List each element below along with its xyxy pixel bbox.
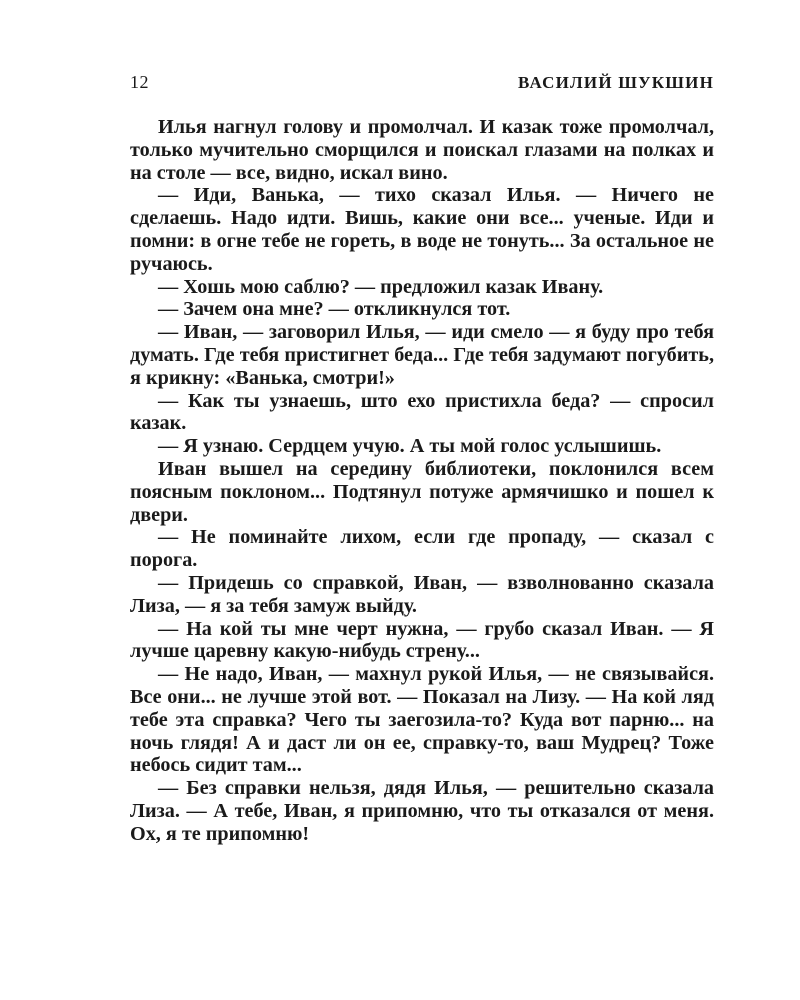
paragraph: Иван вышел на середину библиотеки, поклонился всем поясным поклоном... Подтянул потуже армячишко и пошел к двери. bbox=[130, 457, 714, 526]
paragraph: — Без справки нельзя, дядя Илья, — решительно сказала Лиза. — А тебе, Иван, я припомню, что ты отказался от меня. Ох, я те припомню! bbox=[130, 777, 714, 845]
page-header bbox=[130, 72, 714, 112]
paragraph: Илья нагнул голову и промолчал. И казак тоже промолчал, только мучительно сморщился и поискал глазами на полках и на столе — все, видно, искал вино. bbox=[130, 116, 714, 184]
paragraph: — На кой ты мне черт нужна, — грубо сказал Иван. — Я лучше царевну какую-нибудь стрену... bbox=[130, 617, 714, 663]
paragraph: — Не поминайте лихом, если где пропаду, — сказал с порога. bbox=[130, 526, 714, 572]
paragraph: — Иди, Ванька, — тихо сказал Илья. — Ничего не сделаешь. Надо идти. Вишь, какие они все... ученые. Иди и помни: в огне тебе не гореть, в воде не тонуть... За остальное не ручаюсь. bbox=[130, 184, 714, 275]
paragraph: — Зачем она мне? — откликнулся тот. bbox=[158, 298, 511, 321]
paragraph: — Я узнаю. Сердцем учую. А ты мой голос услышишь. bbox=[158, 435, 662, 458]
book-page bbox=[130, 72, 714, 846]
paragraph: — Хошь мою саблю? — предложил казак Ивану. bbox=[158, 275, 604, 298]
paragraph: — Не надо, Иван, — махнул рукой Илья, — не связывайся. Все они... не лучше этой вот. — Показал на Лизу. — На кой ляд тебе эта справка? Чего ты заегозила-то? Куда вот парню... на ночь глядя! А и даст ли он ее, справку-то, ваш Мудрец? Тоже небось сидит там... bbox=[130, 663, 714, 777]
paragraph: — Как ты узнаешь, што ехо пристихла беда? — спросил казак. bbox=[130, 389, 714, 435]
running-head-author: ВАСИЛИЙ ШУКШИН bbox=[518, 73, 714, 92]
page-number: 12 bbox=[130, 72, 149, 92]
paragraph: — Придешь со справкой, Иван, — взволнованно сказала Лиза, — я за тебя замуж выйду. bbox=[130, 571, 714, 617]
body-text bbox=[130, 116, 714, 846]
paragraph: — Иван, — заговорил Илья, — иди смело — я буду про тебя думать. Где тебя пристигнет беда... Где тебя задумают погубить, я крикну: «Ванька, смотри!» bbox=[130, 321, 714, 389]
